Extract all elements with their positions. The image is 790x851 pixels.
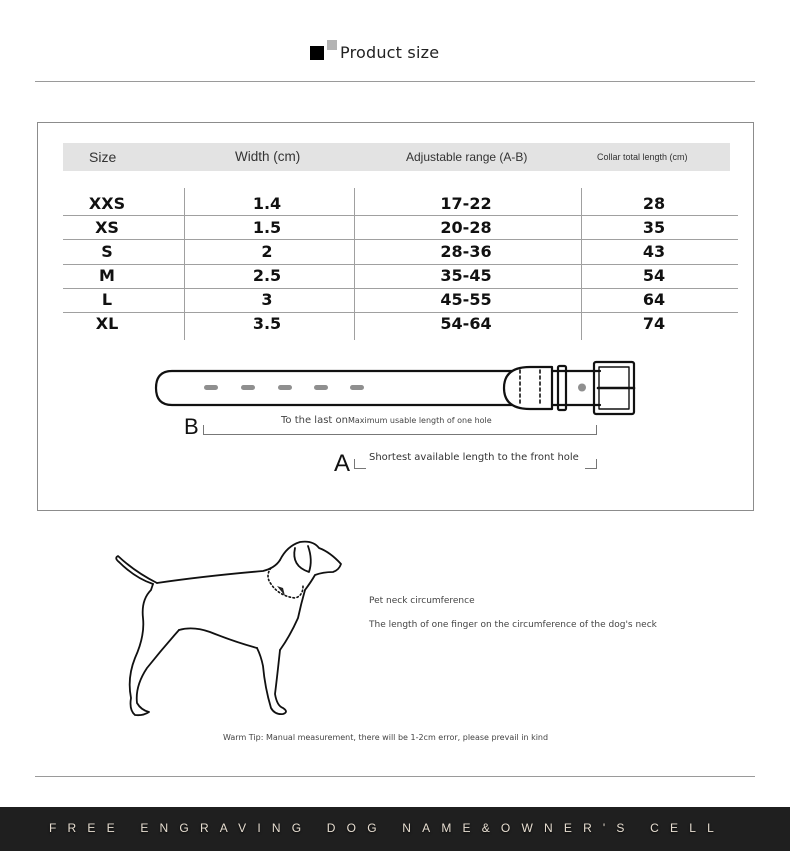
cell-range: 35-45 (440, 266, 492, 285)
dimension-b-prefix: To the last on (281, 415, 348, 426)
cell-width: 2.5 (252, 266, 282, 285)
dimension-b-description: Maximum usable length of one hole (347, 416, 492, 425)
cell-width: 1.4 (252, 194, 282, 213)
page-title: Product size (340, 43, 440, 62)
column-header-width: Width (cm) (235, 149, 301, 164)
collar-holes (204, 384, 586, 392)
table-row (63, 240, 738, 264)
top-divider (35, 81, 755, 82)
dog-belly (179, 628, 257, 648)
engraving-banner (0, 807, 790, 851)
column-header-total-length: Collar total length (cm) (597, 152, 688, 162)
cell-total-length: 28 (642, 194, 666, 213)
collar-hole (278, 385, 292, 390)
collar-hole (314, 385, 328, 390)
dog-tail (116, 556, 157, 584)
cell-size: L (101, 290, 113, 309)
dog-hind-leg (130, 584, 179, 715)
banner-text: FREE ENGRAVING DOG NAME&OWNER'S CELL (49, 821, 725, 835)
neck-circumference-label: Pet neck circumference (369, 596, 475, 606)
table-row (63, 288, 738, 312)
measurement-tip: Warm Tip: Manual measurement, there will be 1-2cm error, please prevail in kind (223, 733, 549, 742)
cell-width: 1.5 (252, 218, 282, 237)
cell-size: S (101, 242, 113, 261)
cell-range: 28-36 (440, 242, 492, 261)
cell-size: XXS (88, 194, 126, 213)
cell-size: M (99, 266, 115, 285)
dimension-b-text (281, 415, 492, 426)
dimension-a-bracket-left (354, 459, 366, 469)
dimension-b-bracket (203, 425, 597, 435)
collar-hole (241, 385, 255, 390)
cell-range: 20-28 (440, 218, 492, 237)
neck-circumference-description: The length of one finger on the circumference of the dog's neck (369, 620, 657, 630)
cell-total-length: 64 (642, 290, 666, 309)
table-header (63, 143, 730, 171)
cell-width: 3 (261, 290, 273, 309)
dog-ear (294, 546, 311, 572)
cell-size: XL (95, 314, 119, 333)
table-row (63, 216, 738, 240)
column-header-range: Adjustable range (A-B) (406, 150, 528, 164)
cell-width: 3.5 (252, 314, 282, 333)
cell-total-length: 54 (642, 266, 666, 285)
size-table (63, 188, 738, 340)
dimension-b-label: B (184, 414, 199, 439)
cell-range: 54-64 (440, 314, 492, 333)
cell-size: XS (95, 218, 119, 237)
table-row (63, 264, 738, 288)
keeper-loop (558, 366, 566, 410)
collar-hole (350, 385, 364, 390)
dog-chest (280, 590, 305, 650)
table-row (63, 312, 738, 336)
cell-range: 45-55 (440, 290, 492, 309)
bottom-divider (35, 776, 755, 777)
collar-hole (204, 385, 218, 390)
dimension-a-label: A (334, 450, 351, 477)
dimension-a-description: Shortest available length to the front hole (369, 452, 579, 463)
cell-width: 2 (261, 242, 273, 261)
neck-circumference-dots (268, 568, 303, 598)
dog-illustration (105, 538, 350, 723)
cell-range: 17-22 (440, 194, 492, 213)
dog-front-leg (257, 648, 286, 714)
cell-total-length: 74 (642, 314, 666, 333)
cell-total-length: 43 (642, 242, 666, 261)
rivet (578, 384, 586, 392)
gray-square-icon (327, 40, 337, 50)
dog-back (157, 560, 280, 583)
d-ring (504, 367, 552, 409)
column-header-size: Size (89, 149, 117, 165)
black-square-icon (310, 46, 324, 60)
collar-illustration (152, 358, 642, 418)
dimension-a-bracket-right (585, 459, 597, 469)
cell-total-length: 35 (642, 218, 666, 237)
table-row (63, 192, 738, 216)
section-title (310, 40, 439, 64)
